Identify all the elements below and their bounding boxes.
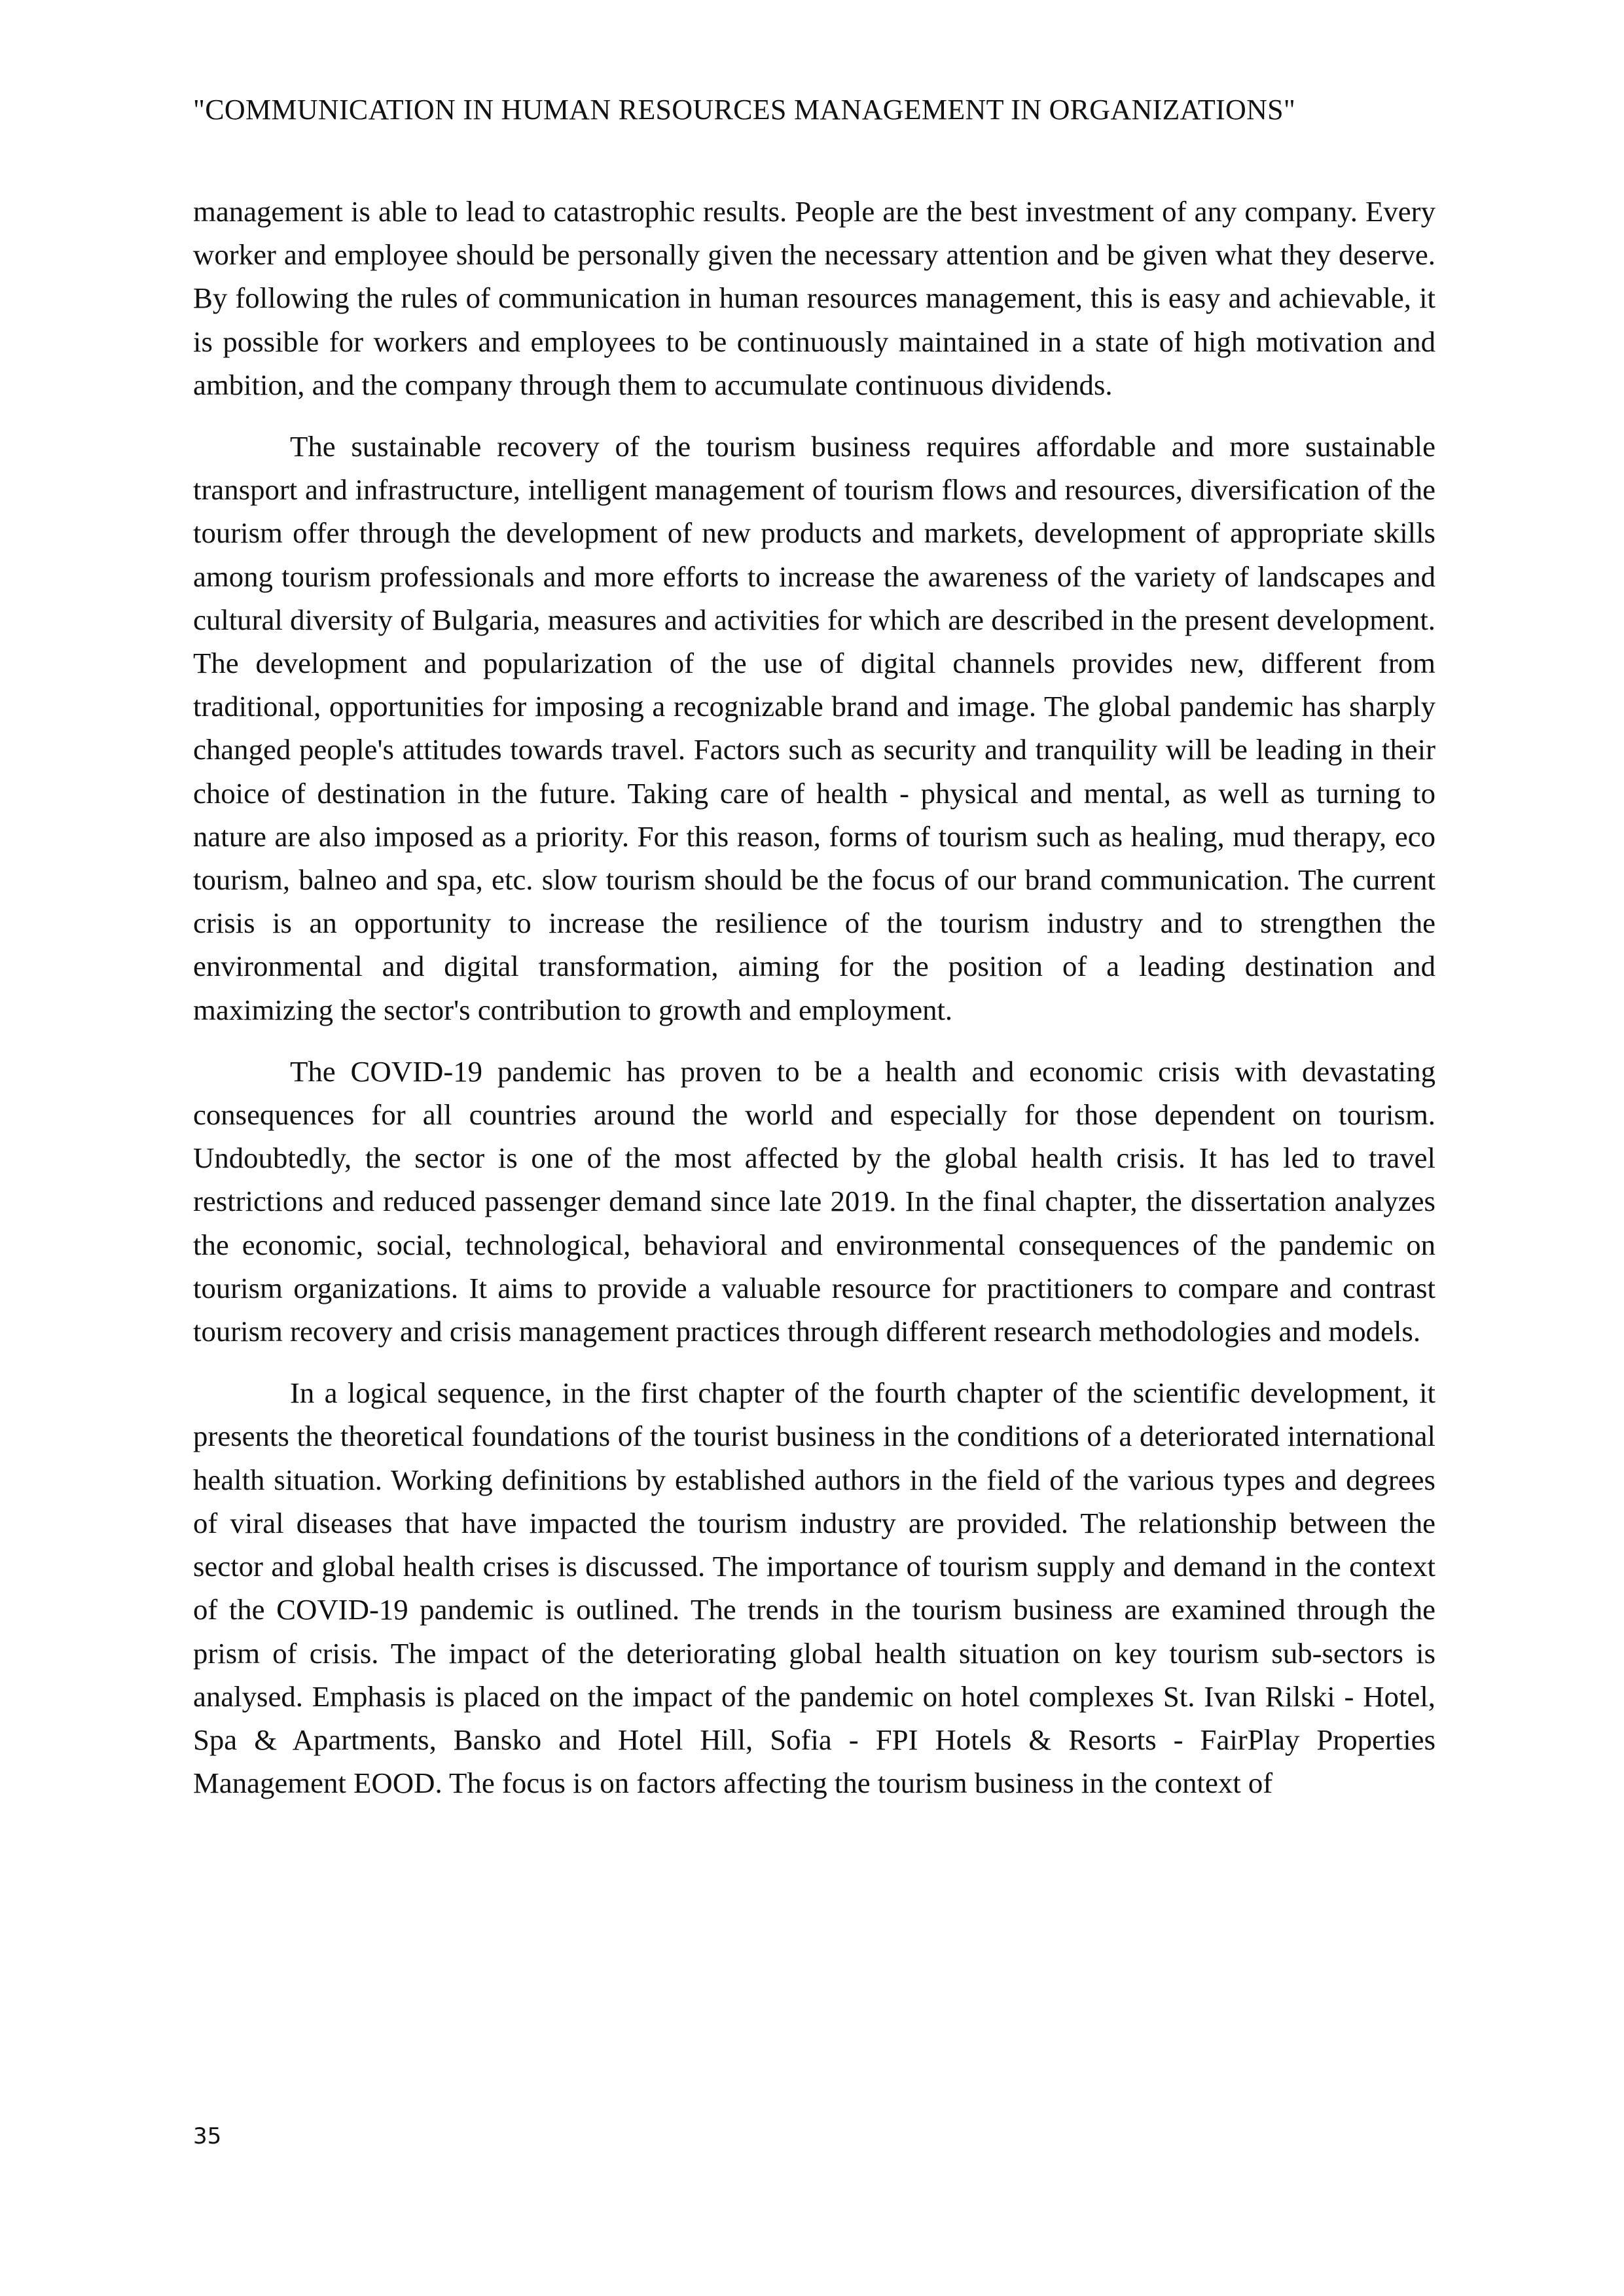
body-paragraph: The sustainable recovery of the tourism business requires affordable and more sustainable transport and infrastructure, intelligent management of tourism flows and resources, diversification of the tourism offer through the development of new products and markets, development of appropriate skills among tourism professionals and more efforts to increase the awareness of the variety of landscapes and cultural diversity of Bulgaria, measures and activities for which are described in the present development. The development and popularization of the use of digital channels provides new, different from traditional, opportunities for imposing a recognizable brand and image. The global pandemic has sharply changed people's attitudes towards travel. Factors such as security and tranquility will be leading in their choice of destination in the future. Taking care of health - physical and mental, as well as turning to nature are also imposed as a priority. For this reason, forms of tourism such as healing, mud therapy, eco tourism, balneo and spa, etc. slow tourism should be the focus of our brand communication. The current crisis is an opportunity to increase the resilience of the tourism industry and to strengthen the environmental and digital transformation, aiming for the position of a leading destination and maximizing the sector's contribution to growth and employment. (193, 430, 1435, 1026)
page-body (193, 190, 1435, 1823)
body-paragraph: The COVID-19 pandemic has proven to be a health and economic crisis with devastating consequences for all countries around the world and especially for those dependent on tourism. Undoubtedly, the sector is one of the most affected by the global health crisis. It has led to travel restrictions and reduced passenger demand since late 2019. In the final chapter, the dissertation analyzes the economic, social, technological, behavioral and environmental consequences of the pandemic on tourism organizations. It aims to provide a valuable resource for practitioners to compare and contrast tourism recovery and crisis management practices through different research methodologies and models. (193, 1054, 1435, 1348)
body-paragraph: management is able to lead to catastrophic results. People are the best investment of any company. Every worker and employee should be personally given the necessary attention and be given what they deserve. By following the rules of communication in human resources management, this is easy and achievable, it is possible for workers and employees to be continuously maintained in a state of high motivation and ambition, and the company through them to accumulate continuous dividends. (193, 195, 1435, 401)
body-paragraph: In a logical sequence, in the first chapter of the fourth chapter of the scientific development, it presents the theoretical foundations of the tourist business in the conditions of a deteriorated international health situation. Working definitions by established authors in the field of the various types and degrees of viral diseases that have impacted the tourism industry are provided. The relationship between the sector and global health crises is discussed. The importance of tourism supply and demand in the context of the COVID-19 pandemic is outlined. The trends in the tourism business are examined through the prism of crisis. The impact of the deteriorating global health situation on key tourism sub-sectors is analysed. Emphasis is placed on the impact of the pandemic on hotel complexes St. Ivan Rilski - Hotel, Spa & Apartments, Bansko and Hotel Hill, Sofia - FPI Hotels & Resorts - FairPlay Properties Management EOOD. The focus is on factors affecting the tourism business in the context of (193, 1376, 1435, 1800)
running-header: "COMMUNICATION IN HUMAN RESOURCES MANAGEMENT IN ORGANIZATIONS" (193, 94, 1296, 126)
page-number: 35 (193, 2123, 222, 2149)
